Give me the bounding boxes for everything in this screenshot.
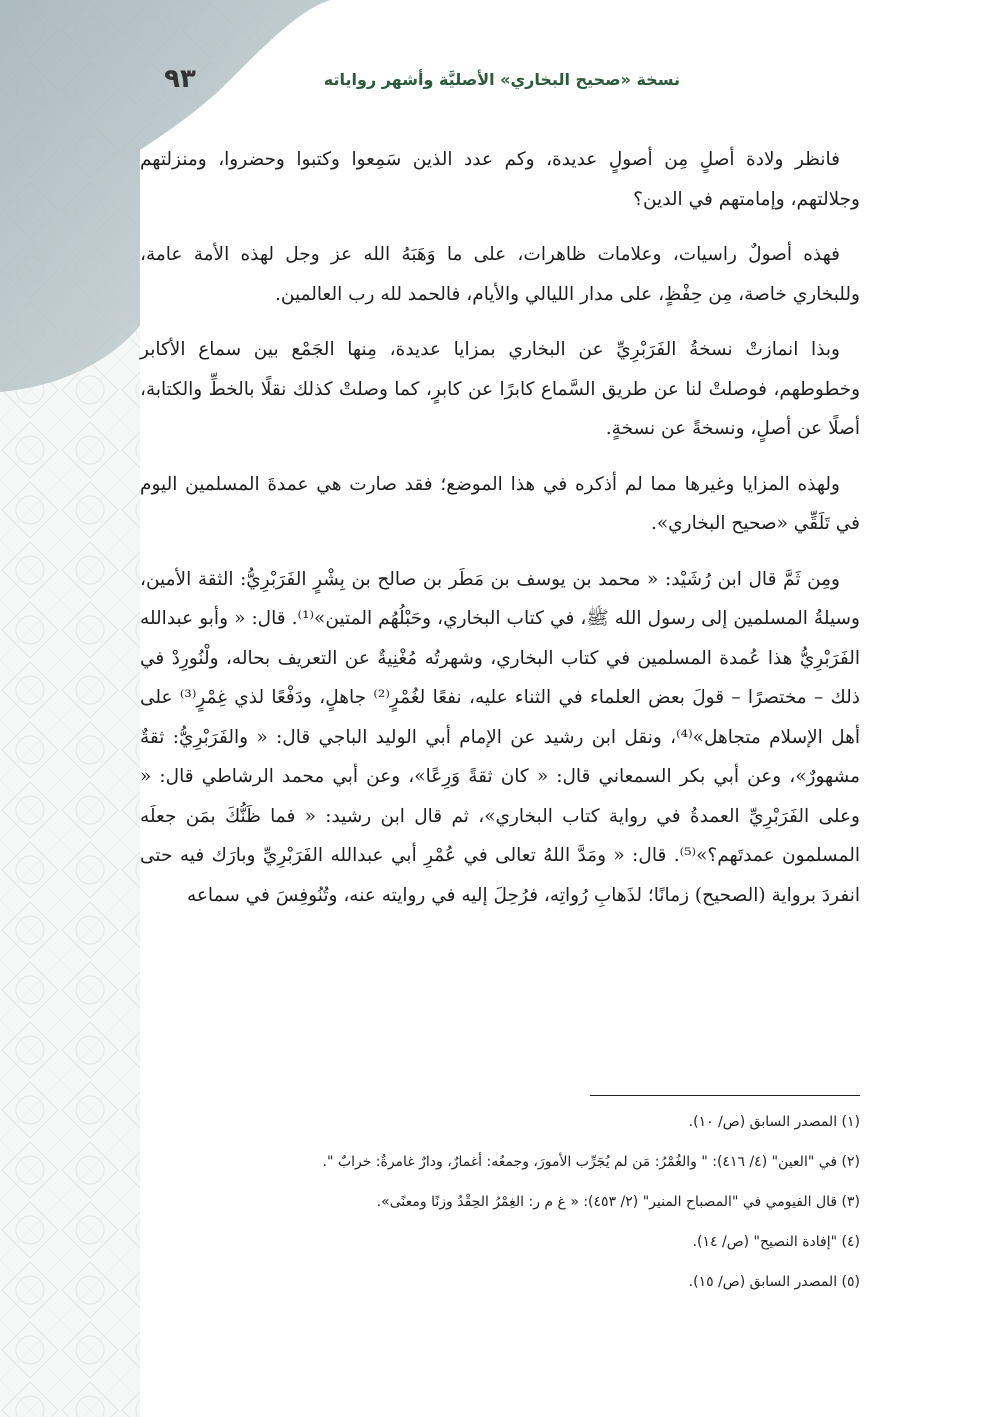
page-header [150,58,680,108]
paragraph: فهذه أصولٌ راسيات، وعلامات ظاهرات، على ما وَهَبَهُ الله عز وجل لهذه الأمة عامة، وللبخاري خاصة، مِن حِفْظٍ، على مدار الليالي والأيام، فالحمد لله رب العالمين. [140,244,860,305]
running-title: نسخة «صحيح البخاري» الأصليَّة وأشهر رواياته [323,70,680,89]
footnote: (٢) في "العين" (٤/ ٤١٦): " والغُمْرُ: مَن لم يُجَرِّب الأمورَ، وجمعُه: أغمارٌ، ودارٌ غامرةٌ: خرابٌ ". [322,1154,860,1170]
paragraph: فانظر ولادة أصلٍ مِن أصولٍ عديدة، وكم عدد الذين سَمِعوا وكتبوا وحضروا، ومنزلتهم وجلالتهم، وإمامتهم في الدين؟ [140,149,860,210]
footnote: (٥) المصدر السابق (ص/ ١٥). [688,1274,860,1290]
main-text [140,140,860,931]
paragraph: ولهذه المزايا وغيرها مما لم أذكره في هذا الموضع؛ فقد صارت هي عمدةَ المسلمين اليوم في تَلَقِّي «صحيح البخاري». [140,473,860,534]
footnote: (١) المصدر السابق (ص/ ١٠). [688,1114,860,1130]
paragraph: ومِن ثَمَّ قال ابن رُشَيْد: « محمد بن يوسف بن مَطَر بن صالح بن بِشْرٍ الفَرَبْرِيُّ: الثقة الأمين، وسيلةُ المسلمين إلى رسول الله ﷺ، في كتاب البخاري، وحَبْلُهُم المتين»⁽¹⁾. قال: « وأبو عبدالله الفَرَبْرِيُّ هذا عُمدة المسلمين في كتاب البخاري، وشهرتُه مُغْنِيةٌ عن التعريف بحاله، ولْنُورِدْ في ذلك – مختصرًا – قولَ بعض العلماء في الثناء عليه، نفعًا لغُمْرٍ⁽²⁾ جاهلٍ، ودَفْعًا لذي غِمْرٍ⁽³⁾ على أهل الإسلام متجاهل»⁽⁴⁾، ونقل ابن رشيد عن الإمام أبي الوليد الباجي قال: « والفَرَبْرِيُّ: ثقةٌ مشهورٌ»، وعن أبي بكر السمعاني قال: « كان ثقةً وَرِعًا»، وعن أبي محمد الرشاطي قال: « وعلى الفَرَبْرِيِّ العمدةُ في رواية كتاب البخاري»، ثم قال ابن رشيد: « فما ظَنُّكَ بمَن جعلَه المسلمون عمدتَهم؟»⁽⁵⁾. قال: « ومَدَّ اللهُ تعالى في عُمْرِ أبي عبدالله الفَرَبْرِيِّ وبارَك فيه حتى انفردَ برواية (الصحيح) زمانًا؛ لذَهابِ رُواتِه، فرُحِلَ إليه في روايته عنه، وتُنُوفِسَ في سماعه [140,568,861,906]
footnotes [140,1112,860,1312]
footnote: (٤) "إفادة النصيح" (ص/ ١٤). [692,1234,860,1250]
footnote-divider [590,1095,860,1096]
footnote: (٣) قال الفيومي في "المصباح المنير" (٢/ ٤٥٣): « غ م ر: الغِمْرُ الحِقْدُ وزنًا ومعنًى». [376,1194,860,1210]
paragraph: وبذا انمازتْ نسخةُ الفَرَبْرِيِّ عن البخاري بمزايا عديدة، مِنها الجَمْع بين سماع الأكابر وخطوطهم، فوصلتْ لنا عن طريق السَّماع كابرًا عن كابرٍ، كما وصلتْ كذلك نقلًا بالخطِّ والكتابة، أصلًا عن أصلٍ، ونسخةً عن نسخةٍ. [140,339,860,439]
page-number: ٩٣ [164,64,196,94]
